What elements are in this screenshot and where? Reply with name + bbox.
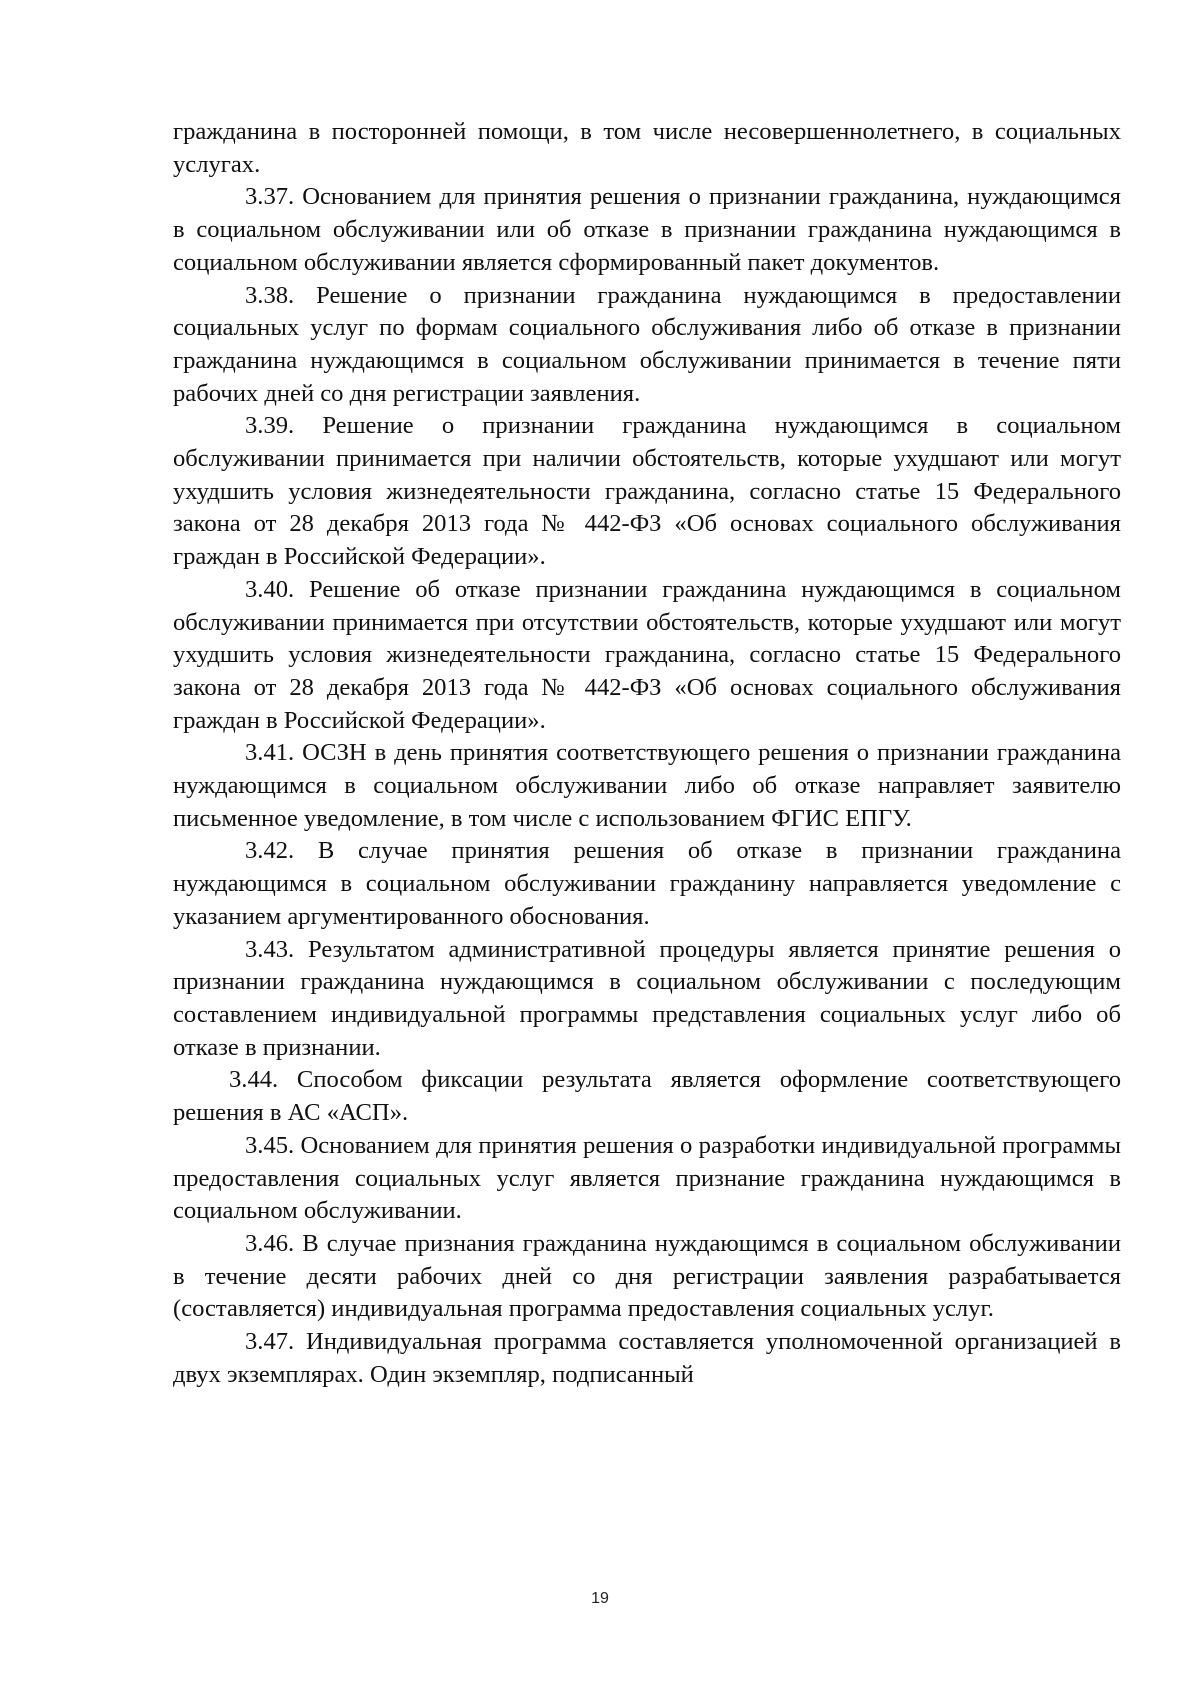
paragraph-3-39: 3.39. Решение о признании гражданина нуждающимся в социальном обслуживании принимается при наличии обстоятельств, которые ухудшают или могут ухудшить условия жизнедеятельности гражданина, согласно статье 15 Федерального закона от 28 декабря 2013 года № 442-ФЗ «Об основах социального обслуживания граждан в Российской Федерации».: [173, 412, 1121, 571]
paragraph-3-45: 3.45. Основанием для принятия решения о разработки индивидуальной программы предоставления социальных услуг является признание гражданина нуждающимся в социальном обслуживании.: [173, 1131, 1121, 1225]
paragraph-3-37: 3.37. Основанием для принятия решения о признании гражданина, нуждающимся в социальном обслуживании или об отказе в признании гражданина нуждающимся в социальном обслуживании является сформированный пакет документов.: [173, 183, 1121, 276]
paragraph-3-47: 3.47. Индивидуальная программа составляется уполномоченной организацией в двух экземплярах. Один экземпляр, подписанный: [173, 1328, 1121, 1388]
paragraph-3-46: 3.46. В случае признания гражданина нуждающимся в социальном обслуживании в течение десяти рабочих дней со дня регистрации заявления разрабатывается (составляется) индивидуальная программа предоставления социальных услуг.: [173, 1229, 1121, 1323]
paragraph-3-42: 3.42. В случае принятия решения об отказе в признании гражданина нуждающимся в социальном обслуживании гражданину направляется уведомление с указанием аргументированного обоснования.: [173, 837, 1121, 930]
paragraph-3-43: 3.43. Результатом административной процедуры является принятие решения о признании гражданина нуждающимся в социальном обслуживании с последующим составлением индивидуальной программы представления социальных услуг либо об отказе в признании.: [173, 935, 1121, 1061]
page-number: 19: [591, 1590, 609, 1607]
paragraph-3-40: 3.40. Решение об отказе признании гражданина нуждающимся в социальном обслуживании принимается при отсутствии обстоятельств, которые ухудшают или могут ухудшить условия жизнедеятельности гражданина, согласно статье 15 Федерального закона от 28 декабря 2013 года № 442-ФЗ «Об основах социального обслуживания граждан в Российской Федерации».: [173, 575, 1121, 734]
document-page: [173, 116, 1121, 1391]
paragraph-3-38: 3.38. Решение о признании гражданина нуждающимся в предоставлении социальных услуг по формам социального обслуживания либо об отказе в признании гражданина нуждающимся в социальном обслуживании принимается в течение пяти рабочих дней со дня регистрации заявления.: [173, 281, 1121, 407]
paragraph-3-44: 3.44. Способом фиксации результата является оформление соответствующего решения в АС «АСП».: [173, 1066, 1121, 1127]
paragraph-continuation: гражданина в посторонней помощи, в том числе несовершеннолетнего, в социальных услугах.: [173, 118, 1121, 178]
paragraph-3-41: 3.41. ОСЗН в день принятия соответствующего решения о признании гражданина нуждающимся в социальном обслуживании либо об отказе направляет заявителю письменное уведомление, в том числе с использованием ФГИС ЕПГУ.: [173, 739, 1121, 832]
